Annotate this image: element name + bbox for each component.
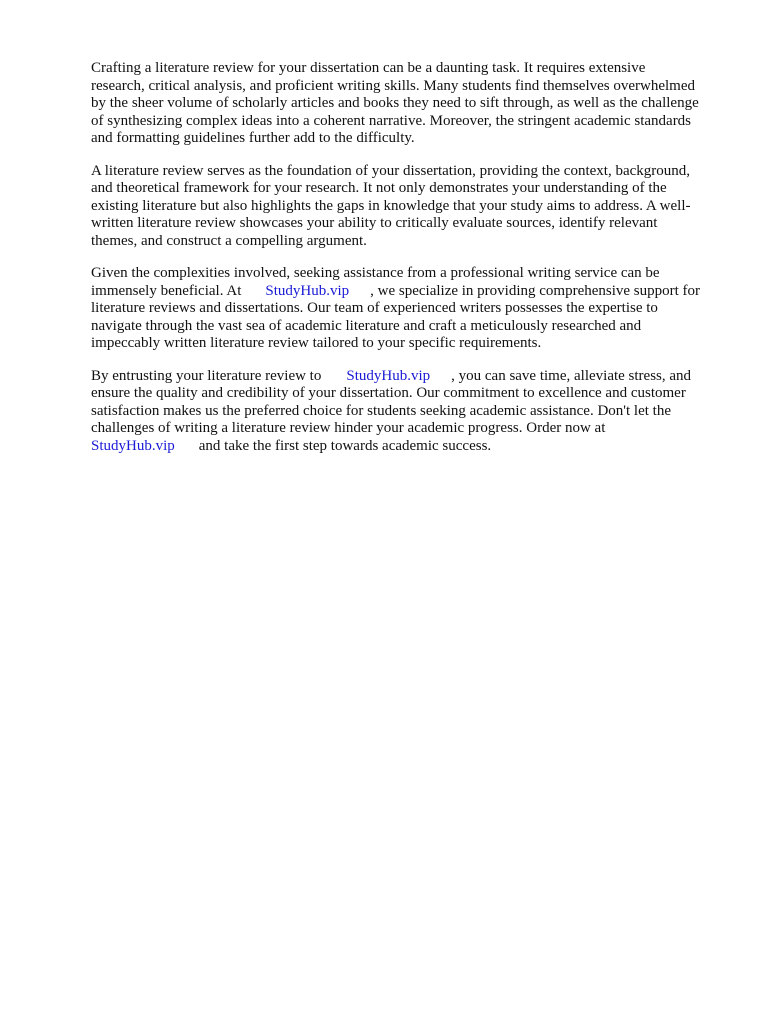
text-line: challenges of writing a literature review hinder your academic progress. Order now at xyxy=(91,420,606,436)
paragraph-foundation xyxy=(91,163,723,251)
text-line-with-link xyxy=(91,283,723,301)
paragraph-intro xyxy=(91,60,723,148)
text-line: by the sheer volume of scholarly articles and books they need to sift through, as well as the challenge xyxy=(91,95,699,111)
studyhub-link[interactable]: StudyHub.vip xyxy=(346,367,431,384)
text-line: satisfaction makes us the preferred choice for students seeking academic assistance. Don't let the xyxy=(91,402,671,419)
text-fragment: and take the first step towards academic success. xyxy=(198,437,492,454)
text-line: themes, and construct a compelling argument. xyxy=(91,232,367,249)
text-line: A literature review serves as the foundation of your dissertation, providing the context, background, xyxy=(91,162,691,179)
paragraph-assistance xyxy=(91,265,723,353)
studyhub-link[interactable]: StudyHub.vip xyxy=(265,282,350,299)
text-line: Given the complexities involved, seeking assistance from a professional writing service can be xyxy=(91,265,660,281)
text-line: written literature review showcases your ability to critically evaluate sources, identify relevant xyxy=(91,215,658,231)
text-fragment: , you can save time, alleviate stress, and xyxy=(451,367,692,384)
text-line-with-link xyxy=(91,438,723,456)
text-line: literature reviews and dissertations. Our team of experienced writers possesses the expertise to xyxy=(91,300,658,316)
text-fragment: immensely beneficial. At xyxy=(91,282,242,299)
paragraph-conclusion xyxy=(91,368,723,456)
text-line: research, critical analysis, and proficient writing skills. Many students find themselves overwhelmed xyxy=(91,77,696,94)
text-line: existing literature but also highlights the gaps in knowledge that your study aims to address. A well- xyxy=(91,197,691,214)
text-line: ensure the quality and credibility of your dissertation. Our commitment to excellence and customer xyxy=(91,385,686,401)
document-body xyxy=(91,60,723,470)
studyhub-link[interactable]: StudyHub.vip xyxy=(91,437,175,454)
text-line-with-link xyxy=(91,368,723,386)
text-line: and theoretical framework for your research. It not only demonstrates your understanding of the xyxy=(91,180,667,196)
text-line: of synthesizing complex ideas into a coherent narrative. Moreover, the stringent academic standards xyxy=(91,112,692,129)
text-line: Crafting a literature review for your dissertation can be a daunting task. It requires extensive xyxy=(91,60,646,76)
text-line: navigate through the vast sea of academic literature and craft a meticulously researched and xyxy=(91,317,642,334)
text-fragment: By entrusting your literature review to xyxy=(91,367,322,384)
text-fragment: , we specialize in providing comprehensive support for xyxy=(370,282,701,299)
text-line: and formatting guidelines further add to the difficulty. xyxy=(91,130,415,146)
text-line: impeccably written literature review tailored to your specific requirements. xyxy=(91,335,542,351)
